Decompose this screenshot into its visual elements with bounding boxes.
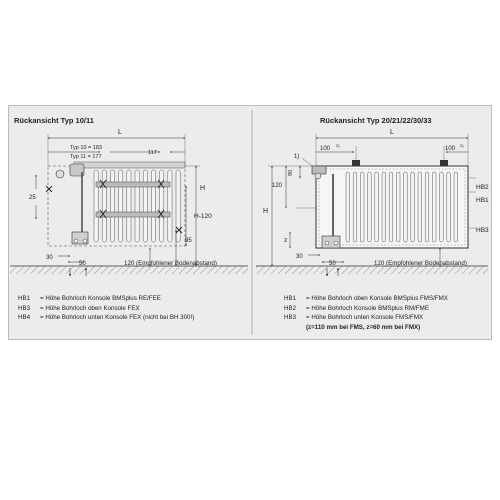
left-dim-H: H	[200, 185, 206, 192]
left-legend-row	[18, 313, 194, 323]
left-fin	[119, 170, 123, 242]
right-legend	[284, 294, 448, 332]
left-dim-50: 50	[79, 261, 86, 267]
right-fin	[411, 172, 415, 242]
legend-code: HB4	[18, 314, 31, 322]
left-fin	[110, 170, 114, 242]
right-legend-row	[284, 294, 448, 304]
left-heading: Rückansicht Typ 10/11	[14, 116, 94, 125]
right-floor-note: 120 (Empfohlener Bodenabstand)	[374, 260, 467, 267]
legend-code: HB3	[18, 304, 31, 312]
left-fin	[94, 170, 98, 242]
left-radiator-outline	[48, 166, 185, 246]
left-top-grille	[74, 162, 185, 168]
right-dim-HB1: HB1	[476, 197, 489, 204]
right-dim-100-right: 100	[445, 146, 456, 152]
right-fin	[425, 172, 429, 242]
right-fin	[454, 172, 458, 242]
left-fin	[143, 170, 147, 242]
legend-code: HB2	[284, 304, 297, 312]
right-dim-30: 30	[296, 254, 303, 260]
right-fin	[396, 172, 400, 242]
right-label-1: 1)	[294, 154, 300, 160]
legend-text: = Höhe Bohrloch Konsole BMSplus RE/FEE	[40, 295, 161, 302]
right-dim-H: H	[263, 208, 269, 215]
left-dim-typ10: Typ 10 = 183	[70, 145, 102, 151]
left-legend	[18, 294, 194, 323]
right-fin	[360, 172, 364, 242]
right-dim-z: z	[284, 237, 288, 244]
right-legend-row	[284, 313, 448, 323]
legend-text: = Höhe Bohrloch unten Konsole FMS/FMX	[306, 314, 424, 322]
right-fin	[418, 172, 422, 242]
left-dim-117: 117	[148, 150, 157, 156]
left-valve-knob	[56, 170, 64, 178]
right-sup-2-right: 2)	[460, 143, 464, 148]
right-fin	[404, 172, 408, 242]
right-dim-120: 120	[272, 183, 283, 189]
right-fin	[382, 172, 386, 242]
right-legend-note: (z=110 mm bei FMS, z=60 mm bei FMX)	[306, 323, 421, 331]
legend-code: HB1	[18, 295, 31, 302]
right-fin	[440, 172, 444, 242]
legend-text: = Höhe Bohrloch oben Konsole BMSplus FMS/FMX	[306, 295, 448, 302]
left-floor-hatch	[10, 266, 248, 274]
right-valve-head	[312, 166, 326, 174]
right-dim-50: 50	[329, 261, 336, 267]
legend-text: = Höhe Bohrloch Konsole BMSplus RM/FME	[306, 304, 429, 312]
right-fin	[432, 172, 436, 242]
legend-code: HB1	[284, 295, 297, 302]
left-dim-L: L	[118, 129, 122, 136]
left-legend-row	[18, 294, 194, 304]
right-dim-HB2: HB2	[476, 184, 489, 191]
right-heading: Rückansicht Typ 20/21/22/30/33	[320, 116, 432, 125]
right-fin	[346, 172, 350, 242]
left-drawing	[10, 129, 248, 276]
right-dim-100-left: 100	[320, 146, 331, 152]
left-floor-note: 120 (Empfohlener Bodenabstand)	[124, 260, 217, 267]
legend-code: HB3	[284, 314, 297, 322]
right-floor-hatch	[256, 266, 488, 274]
left-fin	[168, 170, 172, 242]
right-dim-L: L	[390, 129, 394, 136]
left-fin	[151, 170, 155, 242]
left-fin	[127, 170, 131, 242]
left-fin	[135, 170, 139, 242]
right-fin	[368, 172, 372, 242]
left-dim-H120: H-120	[194, 213, 212, 220]
left-dim-30: 30	[46, 255, 53, 261]
right-console-pad-left	[352, 160, 360, 166]
left-fins	[94, 170, 180, 242]
right-fin	[447, 172, 451, 242]
right-fin	[375, 172, 379, 242]
legend-text: = Höhe Bohrloch unten Konsole FEX (nicht bei BH 300!)	[40, 314, 195, 322]
legend-text: = Höhe Bohrloch oben Konsole FEX	[40, 304, 140, 312]
right-console-pad-right	[440, 160, 448, 166]
right-legend-row	[284, 304, 448, 314]
right-fin	[389, 172, 393, 242]
right-fin	[353, 172, 357, 242]
left-dim-25: 25	[29, 195, 36, 201]
right-dim-HB3: HB3	[476, 227, 489, 234]
right-dim-90: 90	[288, 169, 294, 176]
right-sup-2-left: 2)	[336, 143, 340, 148]
left-dim-typ11: Typ 11 = 177	[70, 154, 102, 160]
right-drawing	[256, 129, 489, 276]
left-legend-row	[18, 304, 194, 314]
left-dim-95: 95	[185, 238, 192, 244]
